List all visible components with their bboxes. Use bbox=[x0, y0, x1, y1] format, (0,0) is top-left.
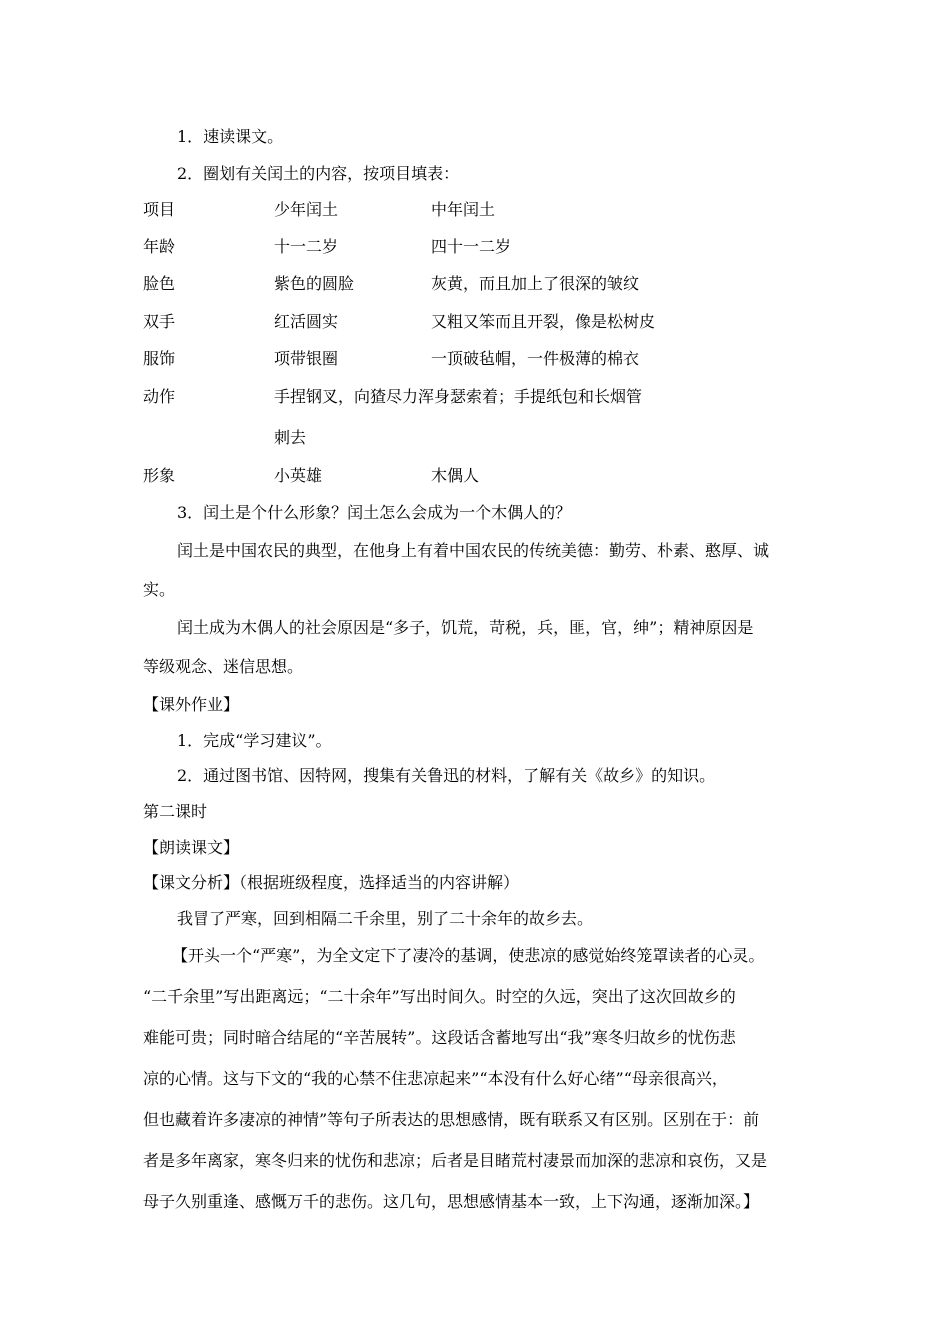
table-cell: 手捏钢叉，向猹尽力浑身瑟索着；手提纸包和长烟管 bbox=[274, 387, 643, 406]
commentary-line: 【开头一个“严寒”，为全文定下了凄冷的基调，使悲凉的感觉始终笼罩读者的心灵。 bbox=[172, 946, 765, 965]
table-cell: 灰黄，而且加上了很深的皱纹 bbox=[431, 274, 640, 293]
commentary-line: 难能可贵；同时暗合结尾的“辛苦展转”。这段话含蓄地写出“我”寒冬归故乡的忧伤悲 bbox=[143, 1028, 736, 1047]
commentary-line: 母子久别重逢、感慨万千的悲伤。这几句，思想感情基本一致，上下沟通，逐渐加深。】 bbox=[143, 1192, 760, 1211]
commentary-line: 者是多年离家，寒冬归来的忧伤和悲凉；后者是目睹荒村凄景而加深的悲凉和哀伤，又是 bbox=[143, 1151, 768, 1170]
read-heading: 【朗读课文】 bbox=[143, 838, 240, 857]
table-row-label: 形象 bbox=[143, 466, 176, 485]
table-cell: 十一二岁 bbox=[274, 237, 339, 256]
text-quote: 我冒了严寒，回到相隔二千余里，别了二十余年的故乡去。 bbox=[177, 909, 594, 928]
lesson-title: 第二课时 bbox=[143, 802, 208, 821]
answer-paragraph: 等级观念、迷信思想。 bbox=[143, 657, 304, 676]
table-header-young: 少年闰土 bbox=[274, 200, 339, 219]
answer-paragraph: 闰土是中国农民的典型，在他身上有着中国农民的传统美德：勤劳、朴素、憨厚、诚 bbox=[177, 541, 770, 560]
analysis-heading: 【课文分析】 bbox=[143, 873, 240, 892]
analysis-note: （根据班级程度，选择适当的内容讲解） bbox=[239, 873, 520, 892]
homework-heading: 【课外作业】 bbox=[143, 695, 240, 714]
step-1: 1．速读课文。 bbox=[177, 127, 284, 146]
table-row-label: 服饰 bbox=[143, 349, 176, 368]
table-cell: 小英雄 bbox=[274, 466, 323, 485]
commentary-line: “二千余里”写出距离远；“二十余年”写出时间久。时空的久远，突出了这次回故乡的 bbox=[143, 987, 736, 1006]
question-3: 3．闰土是个什么形象？闰土怎么会成为一个木偶人的？ bbox=[177, 503, 572, 522]
homework-item: 1．完成“学习建议”。 bbox=[177, 731, 332, 750]
homework-item: 2．通过图书馆、因特网，搜集有关鲁迅的材料，了解有关《故乡》的知识。 bbox=[177, 766, 716, 785]
answer-paragraph: 闰土成为木偶人的社会原因是“多子，饥荒，苛税，兵，匪，官，绅”；精神原因是 bbox=[177, 618, 754, 637]
table-cell: 四十一二岁 bbox=[431, 237, 512, 256]
table-row-label: 动作 bbox=[143, 387, 176, 406]
table-row-label: 双手 bbox=[143, 312, 176, 331]
table-cell: 红活圆实 bbox=[274, 312, 339, 331]
answer-paragraph: 实。 bbox=[143, 580, 176, 599]
table-cell: 一顶破毡帽，一件极薄的棉衣 bbox=[431, 349, 640, 368]
commentary-line: 凉的心情。这与下文的“我的心禁不住悲凉起来”“本没有什么好心绪”“母亲很高兴， bbox=[143, 1069, 728, 1088]
step-2: 2．圈划有关闰土的内容，按项目填表： bbox=[177, 164, 460, 183]
analysis-line bbox=[143, 873, 519, 893]
table-header-middle: 中年闰土 bbox=[431, 200, 496, 219]
table-row-label: 年龄 bbox=[143, 237, 176, 256]
table-header-item: 项目 bbox=[143, 200, 176, 219]
table-cell: 刺去 bbox=[274, 428, 307, 447]
table-cell: 木偶人 bbox=[431, 466, 480, 485]
table-cell: 又粗又笨而且开裂，像是松树皮 bbox=[431, 312, 656, 331]
table-cell: 项带银圈 bbox=[274, 349, 339, 368]
table-row-label: 脸色 bbox=[143, 274, 176, 293]
commentary-line: 但也藏着许多凄凉的神情”等句子所表达的思想感情，既有联系又有区别。区别在于：前 bbox=[143, 1110, 760, 1129]
table-cell: 紫色的圆脸 bbox=[274, 274, 355, 293]
